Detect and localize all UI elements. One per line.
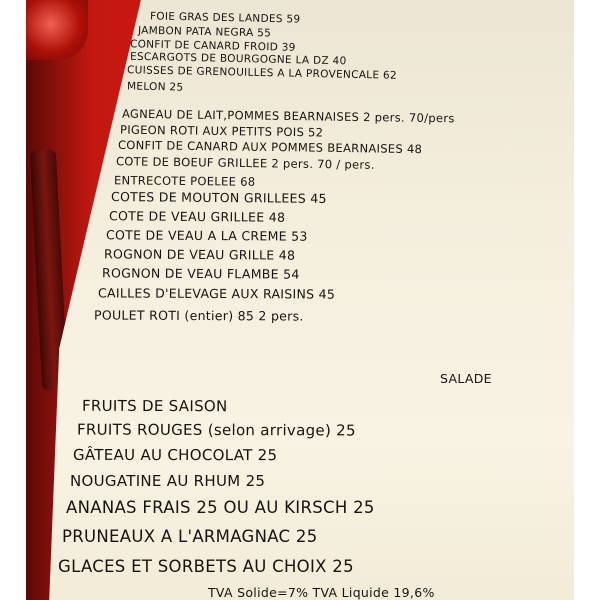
menu-line-pruneaux: PRUNEAUX A L'ARMAGNAC 25 <box>62 527 318 546</box>
menu-line-veau-grillee: COTE DE VEAU GRILLEE 48 <box>108 208 286 225</box>
menu-line-grenouilles: CUISSES DE GRENOUILLES A LA PROVENCALE 62 <box>126 64 398 82</box>
menu-line-nougatine: NOUGATINE AU RHUM 25 <box>70 472 266 490</box>
menu-line-escargots: ESCARGOTS DE BOURGOGNE LA DZ 40 <box>129 50 347 68</box>
menu-line-poulet: POULET ROTI (entier) 85 2 pers. <box>93 307 304 324</box>
menu-line-fruits-saison: FRUITS DE SAISON <box>81 396 228 416</box>
menu-line-rognon-grille: ROGNON DE VEAU GRILLE 48 <box>103 246 296 263</box>
menu-line-cailles: CAILLES D'ELEVAGE AUX RAISINS 45 <box>97 285 336 302</box>
menu-line-agneau: AGNEAU DE LAIT,POMMES BEARNAISES 2 pers. 70/pers <box>121 106 455 126</box>
menu-line-ananas: ANANAS FRAIS 25 OU AU KIRSCH 25 <box>66 498 375 517</box>
menu-line-fruits-rouges: FRUITS ROUGES (selon arrivage) 25 <box>76 420 356 440</box>
menu-line-jambon: JAMBON PATA NEGRA 55 <box>137 24 272 40</box>
menu-line-melon: MELON 25 <box>126 80 184 94</box>
menu-line-foie-gras: FOIE GRAS DES LANDES 59 <box>149 10 301 26</box>
menu-line-mouton: COTES DE MOUTON GRILLEES 45 <box>110 189 327 206</box>
menu-line-confit-froid: CONFIT DE CANARD FROID 39 <box>129 38 296 54</box>
menu-line-rognon-flambe: ROGNON DE VEAU FLAMBE 54 <box>101 265 300 282</box>
menu-line-cote-boeuf: COTE DE BOEUF GRILLEE 2 pers. 70 / pers. <box>115 154 375 172</box>
menu-section-salade: SALADE <box>440 371 492 386</box>
menu-line-veau-creme: COTE DE VEAU A LA CREME 53 <box>105 227 308 244</box>
menu-line-confit-pommes: CONFIT DE CANARD AUX POMMES BEARNAISES 48 <box>117 137 423 157</box>
photo-frame <box>26 0 574 600</box>
menu-line-entrecote: ENTRECOTE POELEE 68 <box>113 173 256 189</box>
menu-line-glaces: GLACES ET SORBETS AU CHOIX 25 <box>58 557 354 576</box>
menu-line-gateau: GÂTEAU AU CHOCOLAT 25 <box>72 445 278 465</box>
menu-line-tva: TVA Solide=7% TVA Liquide 19,6% <box>208 585 435 600</box>
wine-glass <box>26 0 88 60</box>
menu-line-pigeon: PIGEON ROTI AUX PETITS POIS 52 <box>119 122 324 140</box>
